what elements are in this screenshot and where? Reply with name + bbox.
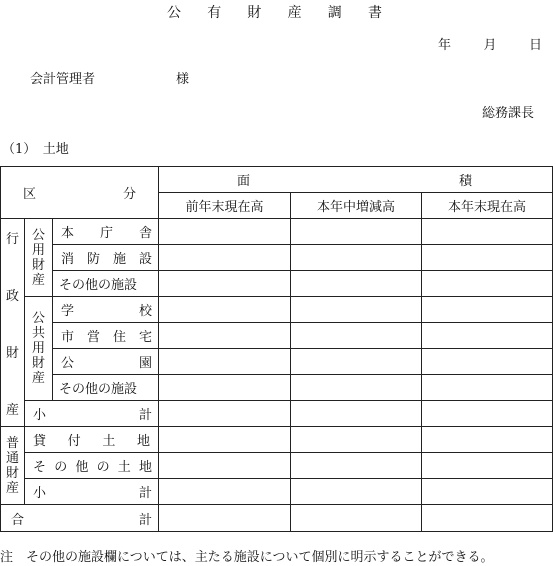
row-label-shiei-jutaku: 市 営 住 宅	[53, 323, 159, 349]
cell-change	[291, 245, 422, 271]
gyosei-zaisan-label: 行 政 財 産	[1, 219, 25, 427]
cell-current	[422, 479, 553, 505]
cell-prev	[159, 323, 291, 349]
title-char: 調	[327, 5, 342, 21]
date-line	[438, 34, 542, 53]
row-label-shokei-1: 小 計	[25, 401, 159, 427]
row-label-gokei: 合 計	[1, 505, 159, 532]
cell-current	[422, 505, 553, 532]
cell-prev	[159, 349, 291, 375]
cell-current	[422, 375, 553, 401]
cell-current	[422, 245, 553, 271]
property-table	[0, 166, 553, 532]
cell-prev	[159, 401, 291, 427]
cell-current	[422, 271, 553, 297]
cell-current	[422, 427, 553, 453]
cell-change	[291, 375, 422, 401]
row-label-sonota-shisetsu-1: その他の施設	[53, 271, 159, 297]
col-header-prev: 前年末現在高	[159, 193, 291, 219]
cell-current	[422, 401, 553, 427]
cell-prev	[159, 375, 291, 401]
document-title	[167, 2, 382, 22]
cell-change	[291, 219, 422, 245]
row-label-shokei-2: 小 計	[25, 479, 159, 505]
cell-change	[291, 401, 422, 427]
cell-change	[291, 453, 422, 479]
cell-change	[291, 349, 422, 375]
cell-current	[422, 453, 553, 479]
cell-prev	[159, 453, 291, 479]
cell-prev	[159, 479, 291, 505]
title-char: 書	[367, 5, 382, 21]
cell-current	[422, 349, 553, 375]
cell-current	[422, 297, 553, 323]
cell-current	[422, 323, 553, 349]
sender: 総務課長	[482, 106, 535, 121]
cell-change	[291, 323, 422, 349]
menseki-header: 面 積	[159, 167, 553, 193]
date-day: 日	[528, 38, 542, 53]
addressee: 会計管理者	[30, 72, 96, 87]
row-label-sonota-shisetsu-2: その他の施設	[53, 375, 159, 401]
col-header-current: 本年末現在高	[422, 193, 553, 219]
kokyo-zaisan-label: 公 共 用 財 産	[25, 297, 53, 401]
cell-change	[291, 297, 422, 323]
cell-change	[291, 271, 422, 297]
row-label-shobo: 消 防 施 設	[53, 245, 159, 271]
cell-prev	[159, 297, 291, 323]
koyo-zaisan-label: 公 用 財 産	[25, 219, 53, 297]
date-year: 年	[438, 38, 452, 53]
cell-prev	[159, 505, 291, 532]
section-heading: （1） 土地	[2, 142, 69, 157]
cell-change	[291, 427, 422, 453]
title-char: 産	[287, 5, 302, 21]
row-label-honchosha: 本 庁 舎	[53, 219, 159, 245]
honorific: 様	[176, 72, 190, 87]
title-char: 公	[167, 5, 181, 21]
footnote: 注 その他の施設欄については、主たる施設について個別に明示することができる。	[0, 550, 494, 565]
title-char: 財	[247, 5, 262, 21]
cell-prev	[159, 245, 291, 271]
col-header-change: 本年中増減高	[291, 193, 422, 219]
row-label-sonota-tochi: そ の 他 の 土 地	[25, 453, 159, 479]
cell-prev	[159, 219, 291, 245]
kubun-header: 区 分	[1, 167, 159, 219]
futsu-zaisan-label: 普 通 財 産	[1, 427, 25, 505]
row-label-kashitsuke-tochi: 貸 付 土 地	[25, 427, 159, 453]
row-label-koen: 公 園	[53, 349, 159, 375]
cell-prev	[159, 271, 291, 297]
cell-prev	[159, 427, 291, 453]
title-char: 有	[207, 5, 222, 21]
row-label-gakko: 学 校	[53, 297, 159, 323]
date-month: 月	[483, 38, 497, 53]
cell-change	[291, 505, 422, 532]
cell-current	[422, 219, 553, 245]
cell-change	[291, 479, 422, 505]
